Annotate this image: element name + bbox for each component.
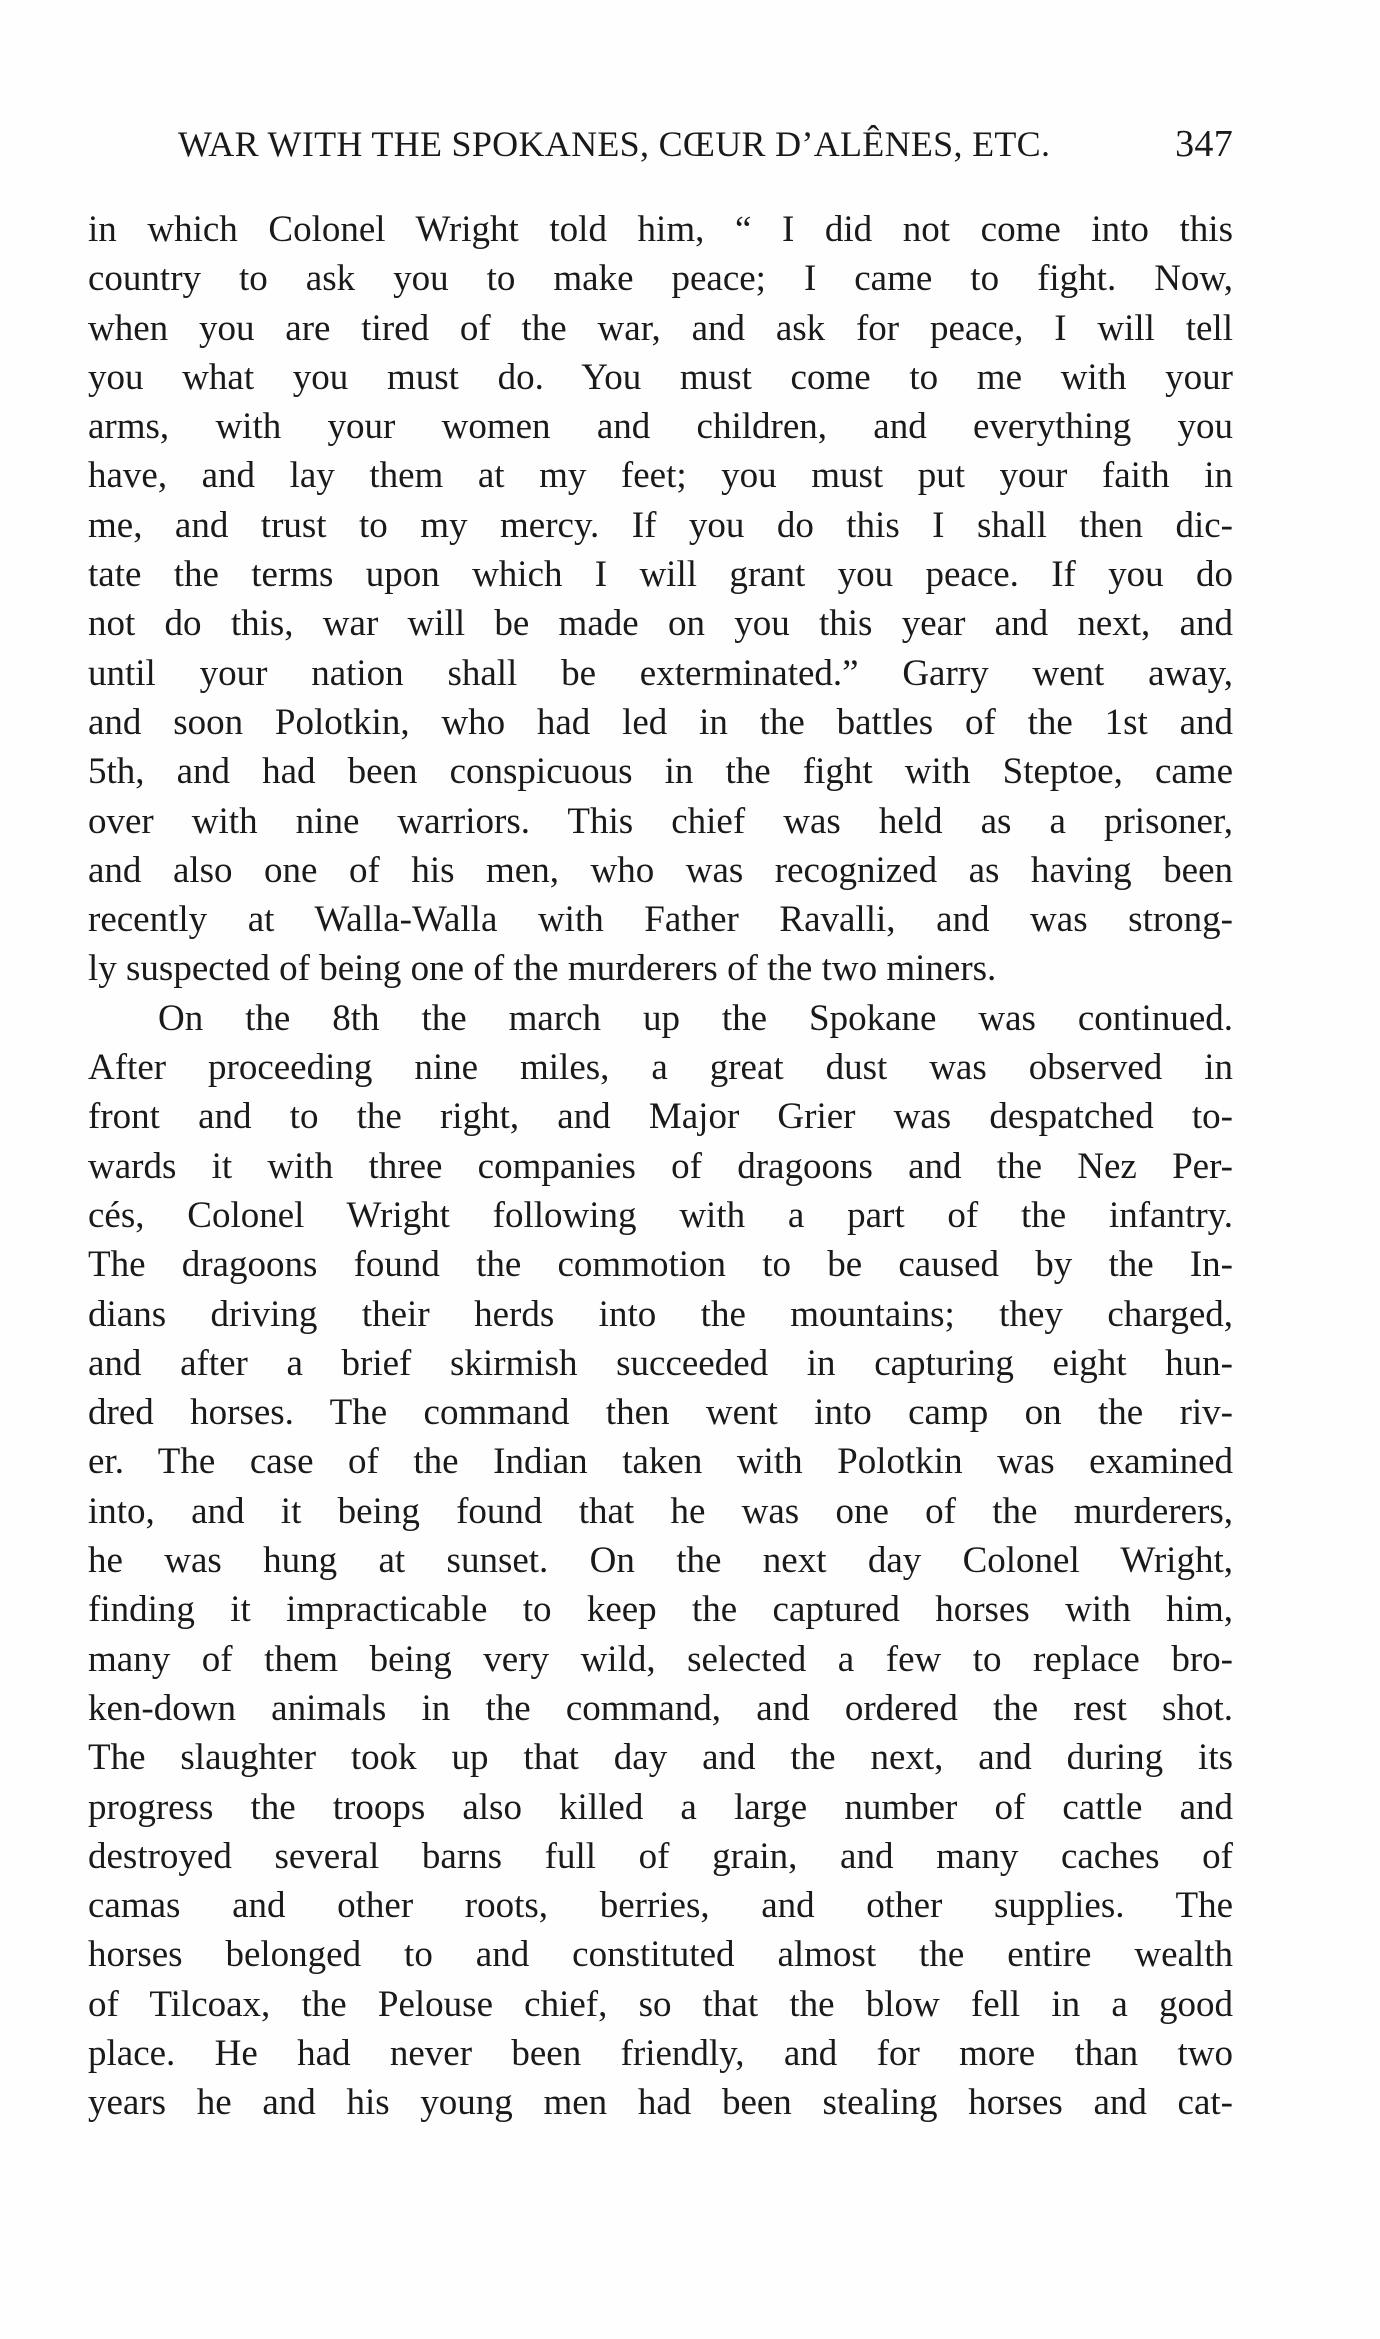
body-text: [88, 205, 1233, 2128]
text-line: and also one of his men, who was recognized as having been: [88, 849, 1233, 891]
text-line: me, and trust to my mercy. If you do this I shall then dic-: [88, 504, 1233, 546]
text-line: and soon Polotkin, who had led in the battles of the 1st and: [88, 701, 1233, 743]
text-line: front and to the right, and Major Grier was despatched to-: [88, 1096, 1233, 1138]
text-line: On the 8th the march up the Spokane was continued.: [158, 997, 1233, 1039]
text-line: when you are tired of the war, and ask for peace, I will tell: [88, 307, 1233, 349]
text-line: ly suspected of being one of the murderers of the two miners.: [88, 948, 997, 990]
text-line: arms, with your women and children, and everything you: [88, 406, 1233, 448]
text-line: in which Colonel Wright told him, “ I did not come into this: [88, 209, 1233, 250]
text-line: dians driving their herds into the mountains; they charged,: [88, 1293, 1233, 1335]
text-line: of Tilcoax, the Pelouse chief, so that the blow fell in a good: [88, 1983, 1233, 2025]
text-line: recently at Walla-Walla with Father Ravalli, and was strong-: [88, 899, 1233, 941]
text-line: years he and his young men had been stealing horses and cat-: [88, 2082, 1233, 2124]
text-line: 5th, and had been conspicuous in the fight with Steptoe, came: [88, 751, 1233, 793]
text-line: country to ask you to make peace; I came to fight. Now,: [88, 258, 1233, 300]
text-line: not do this, war will be made on you this year and next, and: [88, 603, 1233, 645]
text-line: cés, Colonel Wright following with a part of the infantry.: [88, 1194, 1233, 1236]
text-line: until your nation shall be exterminated.” Garry went away,: [88, 652, 1233, 694]
text-line: progress the troops also killed a large number of cattle and: [88, 1786, 1233, 1828]
text-line: have, and lay them at my feet; you must put your faith in: [88, 455, 1233, 497]
text-line: place. He had never been friendly, and for more than two: [88, 2032, 1233, 2074]
text-line: tate the terms upon which I will grant you peace. If you do: [88, 554, 1233, 596]
text-line: destroyed several barns full of grain, and many caches of: [88, 1835, 1233, 1877]
text-line: camas and other roots, berries, and other supplies. The: [88, 1885, 1233, 1927]
text-line: many of them being very wild, selected a few to replace bro-: [88, 1638, 1233, 1680]
text-line: er. The case of the Indian taken with Polotkin was examined: [88, 1441, 1233, 1483]
text-line: he was hung at sunset. On the next day Colonel Wright,: [88, 1540, 1233, 1582]
running-head: [178, 122, 1233, 172]
text-line: you what you must do. You must come to me with your: [88, 356, 1233, 398]
text-line: into, and it being found that he was one of the murderers,: [88, 1490, 1233, 1532]
text-line: ken-down animals in the command, and ordered the rest shot.: [88, 1687, 1233, 1729]
text-line: over with nine warriors. This chief was held as a prisoner,: [88, 800, 1233, 842]
text-line: and after a brief skirmish succeeded in capturing eight hun-: [88, 1342, 1233, 1384]
text-line: finding it impracticable to keep the captured horses with him,: [88, 1589, 1233, 1631]
running-title: WAR WITH THE SPOKANES, CŒUR D’ALÊNES, ETC.: [178, 124, 1051, 164]
text-line: The dragoons found the commotion to be caused by the In-: [88, 1244, 1233, 1286]
text-line: After proceeding nine miles, a great dust was observed in: [88, 1047, 1233, 1089]
text-line: The slaughter took up that day and the next, and during its: [88, 1737, 1233, 1779]
text-line: wards it with three companies of dragoons and the Nez Per-: [88, 1145, 1233, 1187]
text-line: dred horses. The command then went into camp on the riv-: [88, 1392, 1233, 1434]
text-line: horses belonged to and constituted almost the entire wealth: [88, 1934, 1233, 1976]
page-number: 347: [1175, 123, 1233, 165]
